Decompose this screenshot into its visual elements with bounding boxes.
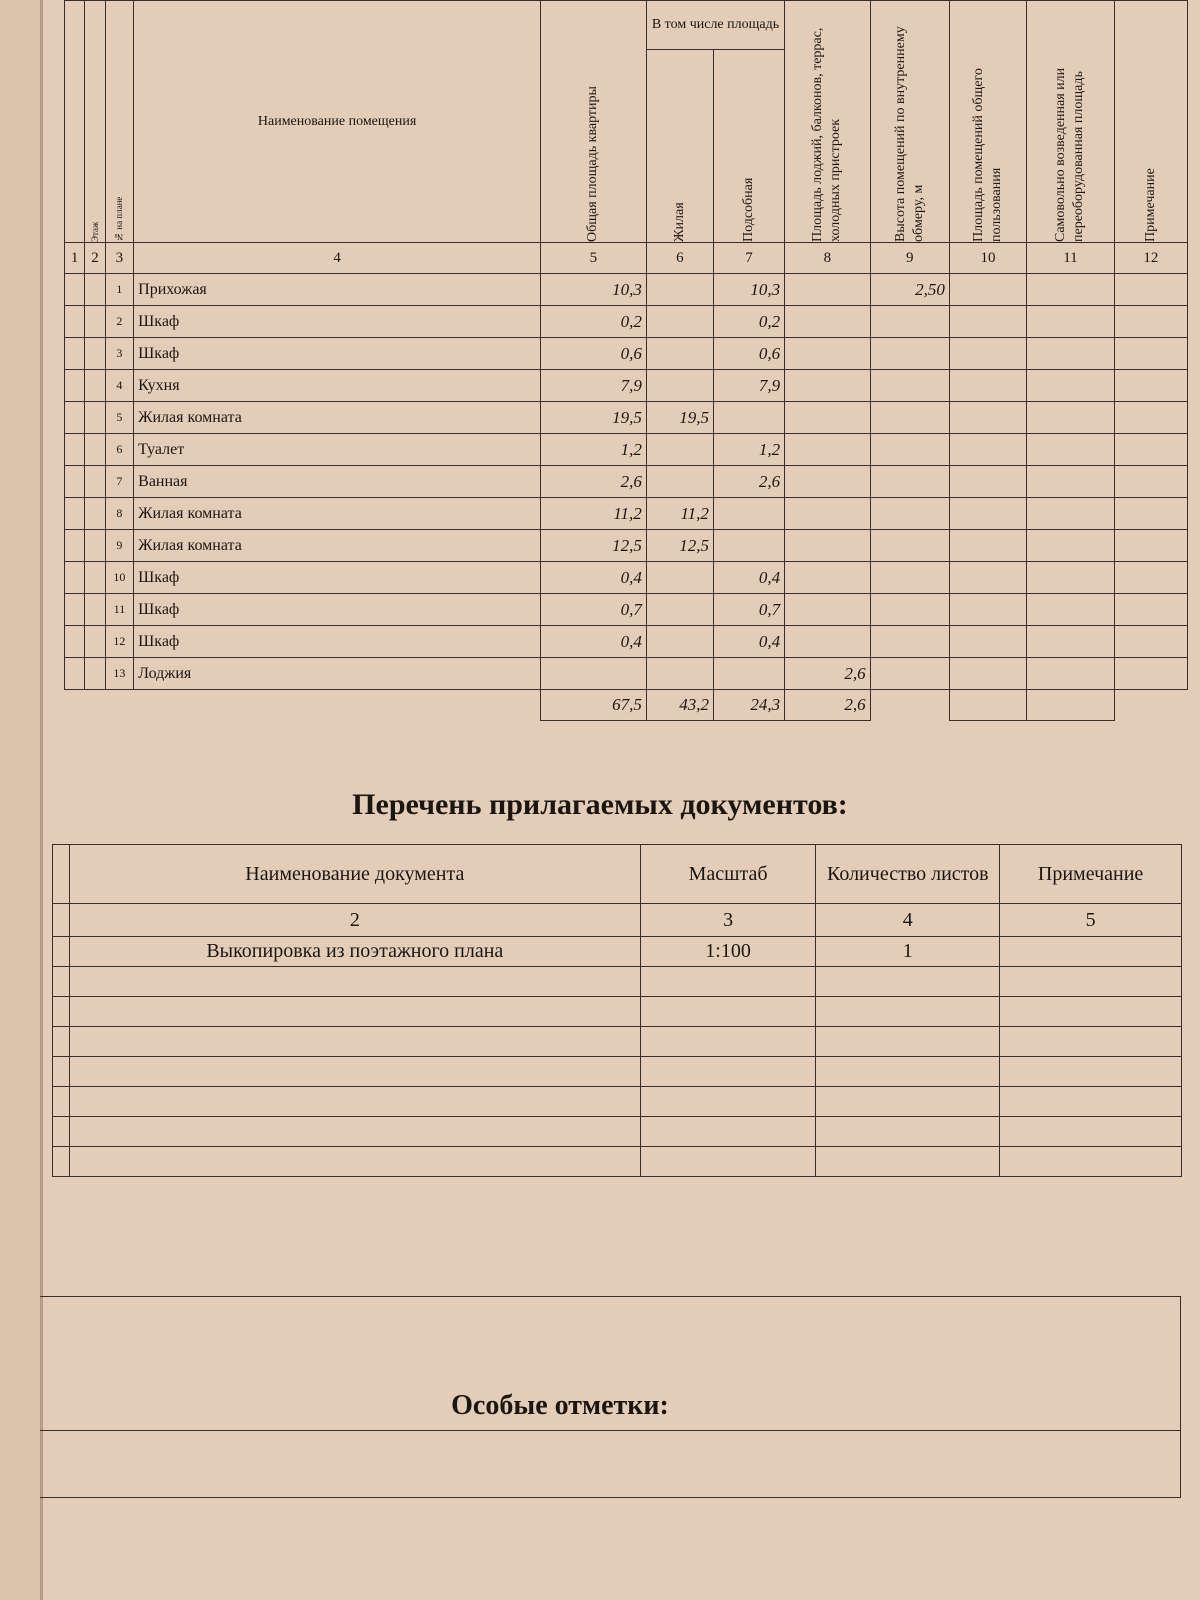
special-marks-title: Особые отметки:: [451, 1390, 669, 1421]
empty-cell: [69, 1057, 640, 1087]
room-living-area: [646, 594, 713, 626]
room-unauthorized-area: [1027, 498, 1114, 530]
header-index: [53, 845, 70, 904]
empty-cell: [1000, 1147, 1182, 1177]
room-living-area: [646, 306, 713, 338]
document-name: Выкопировка из поэтажного плана: [69, 937, 640, 967]
room-floor: [85, 306, 105, 338]
header-note: Примечание: [1114, 1, 1187, 243]
room-loggia-area: 2,6: [785, 658, 870, 690]
empty-cell: [640, 1117, 816, 1147]
room-name: Жилая комната: [134, 498, 541, 530]
room-col1: [65, 658, 85, 690]
room-plan-number: 1: [105, 274, 133, 306]
room-loggia-area: [785, 306, 870, 338]
room-floor: [85, 402, 105, 434]
room-aux-area: [713, 530, 784, 562]
documents-title: Перечень прилагаемых документов:: [352, 788, 848, 821]
room-total-area: 11,2: [541, 498, 647, 530]
room-unauthorized-area: [1027, 530, 1114, 562]
room-row: [65, 274, 1188, 306]
room-loggia-area: [785, 370, 870, 402]
room-common-area: [949, 530, 1026, 562]
document-row-empty: [53, 997, 1182, 1027]
aux-area-sum: 24,3: [713, 690, 784, 721]
room-height: [870, 562, 949, 594]
room-common-area: [949, 338, 1026, 370]
room-note: [1114, 562, 1187, 594]
room-loggia-area: [785, 338, 870, 370]
room-name: Прихожая: [134, 274, 541, 306]
room-plan-number: 8: [105, 498, 133, 530]
room-unauthorized-area: [1027, 306, 1114, 338]
room-height: [870, 434, 949, 466]
room-total-area: 0,7: [541, 594, 647, 626]
loggia-area-sum: 2,6: [785, 690, 870, 721]
room-aux-area: 0,7: [713, 594, 784, 626]
col-number: 11: [1027, 243, 1114, 274]
room-note: [1114, 338, 1187, 370]
room-total-area: 10,3: [541, 274, 647, 306]
room-row: [65, 626, 1188, 658]
room-height: [870, 466, 949, 498]
empty-cell: [1000, 1117, 1182, 1147]
room-total-area: 1,2: [541, 434, 647, 466]
room-loggia-area: [785, 562, 870, 594]
room-total-area: 0,4: [541, 562, 647, 594]
col-number: 10: [949, 243, 1026, 274]
room-floor: [85, 594, 105, 626]
empty-cell: [816, 1027, 1000, 1057]
room-unauthorized-area: [1027, 402, 1114, 434]
room-unauthorized-area: [1027, 338, 1114, 370]
room-name: Ванная: [134, 466, 541, 498]
room-col1: [65, 562, 85, 594]
room-common-area: [949, 658, 1026, 690]
room-plan-number: 4: [105, 370, 133, 402]
room-aux-area: 0,4: [713, 626, 784, 658]
room-height: [870, 306, 949, 338]
col-number: 4: [134, 243, 541, 274]
room-row: [65, 466, 1188, 498]
room-living-area: [646, 658, 713, 690]
room-row: [65, 434, 1188, 466]
empty-cell: [53, 1027, 70, 1057]
common-area-sum: [949, 690, 1026, 721]
room-height: [870, 338, 949, 370]
document-row-empty: [53, 1057, 1182, 1087]
room-living-area: 11,2: [646, 498, 713, 530]
empty-cell: [816, 967, 1000, 997]
col-number: 1: [65, 243, 85, 274]
empty-cell: [1000, 1087, 1182, 1117]
room-total-area: 0,2: [541, 306, 647, 338]
header-loggia-area: Площадь лоджий, балконов, террас, холодных пристроек: [785, 1, 870, 243]
room-common-area: [949, 626, 1026, 658]
col-number: 6: [646, 243, 713, 274]
header-aux-area: Подсобная: [713, 50, 784, 243]
room-loggia-area: [785, 466, 870, 498]
room-note: [1114, 402, 1187, 434]
header-living-area: Жилая: [646, 50, 713, 243]
room-name: Шкаф: [134, 338, 541, 370]
empty-cell: [640, 967, 816, 997]
room-note: [1114, 370, 1187, 402]
empty-cell: [1000, 1027, 1182, 1057]
room-plan-number: 5: [105, 402, 133, 434]
room-aux-area: 1,2: [713, 434, 784, 466]
room-floor: [85, 658, 105, 690]
room-row: [65, 370, 1188, 402]
room-note: [1114, 306, 1187, 338]
header-including-area: В том числе площадь: [646, 1, 784, 50]
special-marks-divider: [40, 1430, 1180, 1431]
room-row: [65, 498, 1188, 530]
room-plan-number: 12: [105, 626, 133, 658]
col-number: 3: [105, 243, 133, 274]
room-living-area: 12,5: [646, 530, 713, 562]
room-floor: [85, 434, 105, 466]
header-total-area: Общая площадь квартиры: [541, 1, 647, 243]
document-row: [53, 937, 1182, 967]
room-plan-number: 11: [105, 594, 133, 626]
col-number: 5: [541, 243, 647, 274]
room-living-area: [646, 370, 713, 402]
room-row: [65, 306, 1188, 338]
room-aux-area: 0,4: [713, 562, 784, 594]
room-col1: [65, 370, 85, 402]
empty-cell: [53, 997, 70, 1027]
room-total-area: 19,5: [541, 402, 647, 434]
room-living-area: [646, 274, 713, 306]
empty-cell: [816, 997, 1000, 1027]
room-living-area: [646, 434, 713, 466]
empty-cell: [640, 1147, 816, 1177]
room-aux-area: 0,6: [713, 338, 784, 370]
room-loggia-area: [785, 594, 870, 626]
room-common-area: [949, 466, 1026, 498]
room-floor: [85, 626, 105, 658]
empty-cell: [53, 1057, 70, 1087]
room-name: Лоджия: [134, 658, 541, 690]
room-height: [870, 530, 949, 562]
room-floor: [85, 274, 105, 306]
col-number: 5: [1000, 904, 1182, 937]
rooms-totals-row: [65, 690, 1188, 721]
empty-cell: [816, 1057, 1000, 1087]
room-plan-number: 6: [105, 434, 133, 466]
empty-cell: [53, 1147, 70, 1177]
rooms-header-row: [65, 1, 1188, 50]
room-total-area: 7,9: [541, 370, 647, 402]
room-note: [1114, 466, 1187, 498]
room-plan-number: 13: [105, 658, 133, 690]
header-height: Высота помещений по внутреннему обмеру, м: [870, 1, 949, 243]
room-col1: [65, 306, 85, 338]
room-row: [65, 338, 1188, 370]
room-total-area: 0,4: [541, 626, 647, 658]
room-loggia-area: [785, 626, 870, 658]
room-loggia-area: [785, 402, 870, 434]
rooms-column-numbers: [65, 243, 1188, 274]
col-number: 7: [713, 243, 784, 274]
room-note: [1114, 274, 1187, 306]
room-note: [1114, 530, 1187, 562]
documents-column-numbers: [53, 904, 1182, 937]
empty-cell: [69, 967, 640, 997]
room-aux-area: [713, 658, 784, 690]
room-col1: [65, 594, 85, 626]
room-height: [870, 498, 949, 530]
room-common-area: [949, 498, 1026, 530]
empty-cell: [53, 1087, 70, 1117]
room-name: Шкаф: [134, 306, 541, 338]
empty-cell: [816, 1117, 1000, 1147]
room-aux-area: [713, 498, 784, 530]
empty-cell: [69, 1117, 640, 1147]
document-row-empty: [53, 967, 1182, 997]
document-row-empty: [53, 1117, 1182, 1147]
document-row-empty: [53, 1087, 1182, 1117]
empty-cell: [69, 1087, 640, 1117]
document-scale: 1:100: [640, 937, 816, 967]
room-name: Шкаф: [134, 594, 541, 626]
room-height: [870, 370, 949, 402]
room-common-area: [949, 402, 1026, 434]
room-living-area: [646, 338, 713, 370]
documents-table: [52, 844, 1182, 1177]
room-living-area: 19,5: [646, 402, 713, 434]
room-unauthorized-area: [1027, 466, 1114, 498]
doc-index: [53, 937, 70, 967]
header-room-name: Наименование помещения: [134, 1, 541, 243]
room-col1: [65, 466, 85, 498]
room-col1: [65, 434, 85, 466]
room-height: [870, 658, 949, 690]
room-aux-area: 2,6: [713, 466, 784, 498]
room-loggia-area: [785, 530, 870, 562]
room-note: [1114, 626, 1187, 658]
empty-cell: [1000, 1057, 1182, 1087]
document-row-empty: [53, 1147, 1182, 1177]
room-loggia-area: [785, 274, 870, 306]
living-area-sum: 43,2: [646, 690, 713, 721]
room-note: [1114, 498, 1187, 530]
header-floor: Этаж: [85, 1, 105, 243]
room-living-area: [646, 562, 713, 594]
room-common-area: [949, 594, 1026, 626]
room-row: [65, 530, 1188, 562]
documents-header-row: [53, 845, 1182, 904]
empty-cell: [640, 1057, 816, 1087]
room-total-area: 12,5: [541, 530, 647, 562]
room-aux-area: [713, 402, 784, 434]
room-row: [65, 594, 1188, 626]
room-height: [870, 626, 949, 658]
empty-cell: [69, 1027, 640, 1057]
room-height: 2,50: [870, 274, 949, 306]
header-unauthorized-area: Самовольно возведенная или переоборудованная площадь: [1027, 1, 1114, 243]
empty-cell: [1000, 967, 1182, 997]
room-aux-area: 10,3: [713, 274, 784, 306]
room-col1: [65, 498, 85, 530]
header-scale: Масштаб: [640, 845, 816, 904]
empty-cell: [69, 997, 640, 1027]
empty-cell: [69, 1147, 640, 1177]
room-floor: [85, 338, 105, 370]
room-note: [1114, 594, 1187, 626]
room-total-area: 2,6: [541, 466, 647, 498]
room-name: Шкаф: [134, 626, 541, 658]
room-rows: [65, 274, 1188, 690]
room-name: Кухня: [134, 370, 541, 402]
room-common-area: [949, 274, 1026, 306]
room-living-area: [646, 626, 713, 658]
room-note: [1114, 434, 1187, 466]
document-sheet-count: 1: [816, 937, 1000, 967]
empty-cell: [1000, 997, 1182, 1027]
col-number: 4: [816, 904, 1000, 937]
empty-cell: [53, 1117, 70, 1147]
room-plan-number: 3: [105, 338, 133, 370]
room-unauthorized-area: [1027, 274, 1114, 306]
empty-cell: [816, 1147, 1000, 1177]
room-col1: [65, 338, 85, 370]
room-plan-number: 2: [105, 306, 133, 338]
room-common-area: [949, 306, 1026, 338]
header-plan-number: № на плане: [105, 1, 133, 243]
header-note: Примечание: [1000, 845, 1182, 904]
header-common-area: Площадь помещений общего пользования: [949, 1, 1026, 243]
header-document-name: Наименование документа: [69, 845, 640, 904]
room-row: [65, 402, 1188, 434]
header-sheet-count: Количество листов: [816, 845, 1000, 904]
col-number: 9: [870, 243, 949, 274]
room-col1: [65, 274, 85, 306]
room-col1: [65, 402, 85, 434]
empty-cell: [640, 1027, 816, 1057]
document-note: [1000, 937, 1182, 967]
empty-cell: [53, 967, 70, 997]
room-name: Жилая комната: [134, 402, 541, 434]
room-total-area: [541, 658, 647, 690]
document-row-empty: [53, 1027, 1182, 1057]
room-unauthorized-area: [1027, 658, 1114, 690]
col-number: 2: [85, 243, 105, 274]
empty-cell: [816, 1087, 1000, 1117]
room-name: Туалет: [134, 434, 541, 466]
room-plan-number: 9: [105, 530, 133, 562]
room-row: [65, 562, 1188, 594]
room-loggia-area: [785, 498, 870, 530]
room-aux-area: 7,9: [713, 370, 784, 402]
room-plan-number: 7: [105, 466, 133, 498]
room-aux-area: 0,2: [713, 306, 784, 338]
room-living-area: [646, 466, 713, 498]
empty-cell: [640, 997, 816, 1027]
room-height: [870, 402, 949, 434]
room-unauthorized-area: [1027, 562, 1114, 594]
room-common-area: [949, 370, 1026, 402]
room-plan-number: 10: [105, 562, 133, 594]
room-row: [65, 658, 1188, 690]
col-number: 3: [640, 904, 816, 937]
room-loggia-area: [785, 434, 870, 466]
room-floor: [85, 530, 105, 562]
col-number: 2: [69, 904, 640, 937]
unauthorized-area-sum: [1027, 690, 1114, 721]
room-floor: [85, 466, 105, 498]
room-unauthorized-area: [1027, 594, 1114, 626]
room-floor: [85, 370, 105, 402]
room-unauthorized-area: [1027, 626, 1114, 658]
document-rows: [53, 937, 1182, 1177]
room-total-area: 0,6: [541, 338, 647, 370]
col-number: 8: [785, 243, 870, 274]
header-col1: [65, 1, 85, 243]
room-floor: [85, 562, 105, 594]
room-name: Шкаф: [134, 562, 541, 594]
rooms-table: [64, 0, 1188, 721]
room-name: Жилая комната: [134, 530, 541, 562]
room-unauthorized-area: [1027, 434, 1114, 466]
room-unauthorized-area: [1027, 370, 1114, 402]
room-common-area: [949, 562, 1026, 594]
col-number: 12: [1114, 243, 1187, 274]
room-floor: [85, 498, 105, 530]
room-note: [1114, 658, 1187, 690]
total-area-sum: 67,5: [541, 690, 647, 721]
empty-cell: [640, 1087, 816, 1117]
room-col1: [65, 530, 85, 562]
room-col1: [65, 626, 85, 658]
room-height: [870, 594, 949, 626]
room-common-area: [949, 434, 1026, 466]
